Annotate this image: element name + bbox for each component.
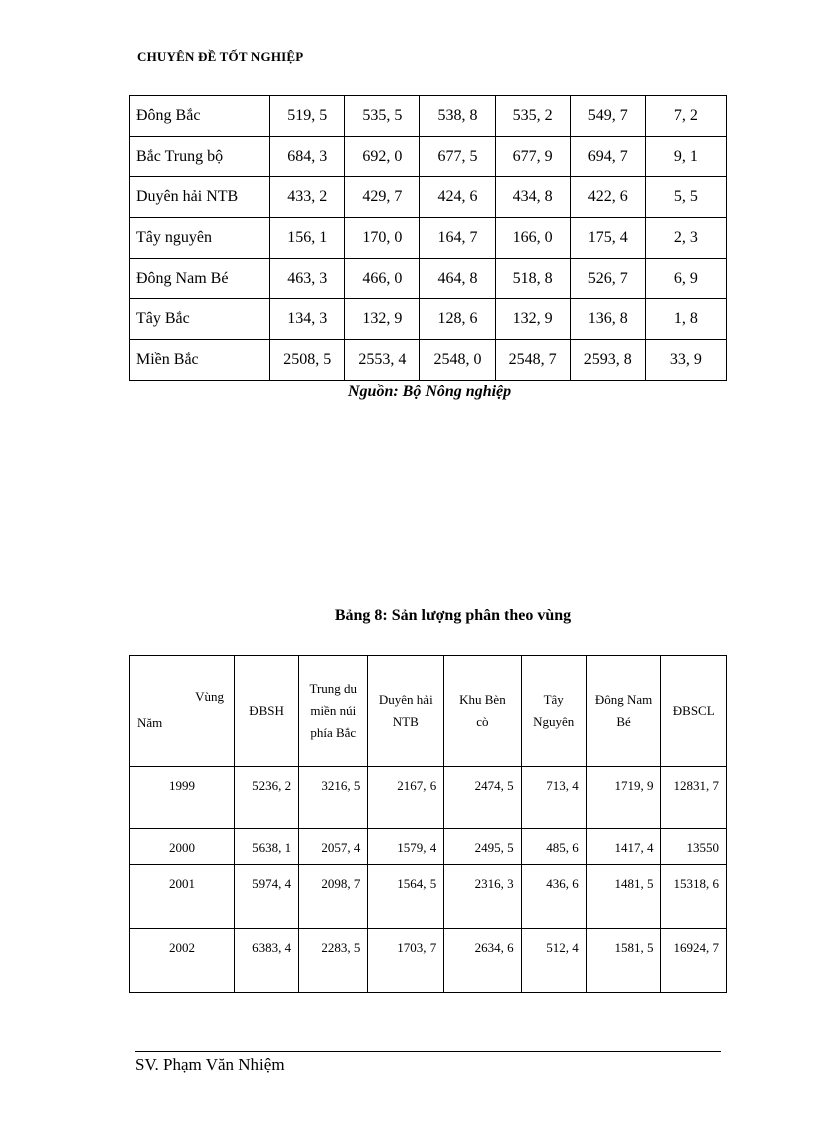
value-cell: 535, 2 bbox=[495, 96, 570, 137]
value-cell: 1, 8 bbox=[645, 299, 726, 340]
value-cell: 2057, 4 bbox=[299, 829, 368, 865]
value-cell: 424, 6 bbox=[420, 177, 495, 218]
footer-author: SV. Phạm Văn Nhiệm bbox=[135, 1055, 285, 1074]
value-cell: 526, 7 bbox=[570, 258, 645, 299]
value-cell: 2167, 6 bbox=[368, 767, 444, 829]
value-cell: 538, 8 bbox=[420, 96, 495, 137]
value-cell: 1417, 4 bbox=[586, 829, 661, 865]
header-cell: Tây Nguyên bbox=[521, 656, 586, 767]
table-row bbox=[130, 136, 727, 177]
year-cell: 2000 bbox=[130, 829, 235, 865]
corner-year-label: Năm bbox=[137, 715, 163, 730]
value-cell: 692, 0 bbox=[345, 136, 420, 177]
table-row bbox=[130, 258, 727, 299]
value-cell: 2, 3 bbox=[645, 218, 726, 259]
value-cell: 519, 5 bbox=[270, 96, 345, 137]
production-by-region-table bbox=[129, 655, 727, 993]
value-cell: 1719, 9 bbox=[586, 767, 661, 829]
corner-region-label: Vùng bbox=[195, 689, 224, 704]
value-cell: 466, 0 bbox=[345, 258, 420, 299]
value-cell: 2495, 5 bbox=[444, 829, 521, 865]
value-cell: 512, 4 bbox=[521, 929, 586, 993]
value-cell: 132, 9 bbox=[495, 299, 570, 340]
value-cell: 132, 9 bbox=[345, 299, 420, 340]
value-cell: 2508, 5 bbox=[270, 340, 345, 381]
year-cell: 2001 bbox=[130, 865, 235, 929]
document-header: CHUYÊN ĐỀ TỐT NGHIỆP bbox=[137, 49, 304, 64]
value-cell: 694, 7 bbox=[570, 136, 645, 177]
value-cell: 6383, 4 bbox=[235, 929, 299, 993]
value-cell: 164, 7 bbox=[420, 218, 495, 259]
value-cell: 549, 7 bbox=[570, 96, 645, 137]
value-cell: 9, 1 bbox=[645, 136, 726, 177]
region-cell: Tây Bắc bbox=[130, 299, 270, 340]
region-cell: Tây nguyên bbox=[130, 218, 270, 259]
header-cell: Duyên hải NTB bbox=[368, 656, 444, 767]
footer-divider bbox=[135, 1051, 721, 1052]
value-cell: 1703, 7 bbox=[368, 929, 444, 993]
table-row bbox=[130, 177, 727, 218]
table-row bbox=[130, 929, 727, 993]
table-row bbox=[130, 218, 727, 259]
value-cell: 128, 6 bbox=[420, 299, 495, 340]
value-cell: 1564, 5 bbox=[368, 865, 444, 929]
value-cell: 2553, 4 bbox=[345, 340, 420, 381]
year-cell: 2002 bbox=[130, 929, 235, 993]
value-cell: 2634, 6 bbox=[444, 929, 521, 993]
value-cell: 464, 8 bbox=[420, 258, 495, 299]
value-cell: 12831, 7 bbox=[661, 767, 727, 829]
region-cell: Duyên hải NTB bbox=[130, 177, 270, 218]
value-cell: 5638, 1 bbox=[235, 829, 299, 865]
table-row bbox=[130, 340, 727, 381]
header-cell: Đông Nam Bé bbox=[586, 656, 661, 767]
source-note: Nguồn: Bộ Nông nghiệp bbox=[348, 383, 512, 400]
value-cell: 2283, 5 bbox=[299, 929, 368, 993]
value-cell: 2098, 7 bbox=[299, 865, 368, 929]
value-cell: 713, 4 bbox=[521, 767, 586, 829]
value-cell: 7, 2 bbox=[645, 96, 726, 137]
region-cell: Bắc Trung bộ bbox=[130, 136, 270, 177]
table-row bbox=[130, 96, 727, 137]
value-cell: 5236, 2 bbox=[235, 767, 299, 829]
value-cell: 166, 0 bbox=[495, 218, 570, 259]
value-cell: 1481, 5 bbox=[586, 865, 661, 929]
value-cell: 535, 5 bbox=[345, 96, 420, 137]
table-row bbox=[130, 829, 727, 865]
value-cell: 175, 4 bbox=[570, 218, 645, 259]
value-cell: 518, 8 bbox=[495, 258, 570, 299]
value-cell: 433, 2 bbox=[270, 177, 345, 218]
value-cell: 15318, 6 bbox=[661, 865, 727, 929]
value-cell: 5974, 4 bbox=[235, 865, 299, 929]
value-cell: 170, 0 bbox=[345, 218, 420, 259]
value-cell: 2548, 0 bbox=[420, 340, 495, 381]
table-row bbox=[130, 299, 727, 340]
value-cell: 1579, 4 bbox=[368, 829, 444, 865]
value-cell: 485, 6 bbox=[521, 829, 586, 865]
corner-cell bbox=[130, 656, 235, 767]
value-cell: 2548, 7 bbox=[495, 340, 570, 381]
header-cell: Khu Bèn cò bbox=[444, 656, 521, 767]
value-cell: 436, 6 bbox=[521, 865, 586, 929]
table-row bbox=[130, 767, 727, 829]
value-cell: 6, 9 bbox=[645, 258, 726, 299]
value-cell: 684, 3 bbox=[270, 136, 345, 177]
header-cell: Trung du miền núi phía Bắc bbox=[299, 656, 368, 767]
value-cell: 463, 3 bbox=[270, 258, 345, 299]
region-cell: Đông Bắc bbox=[130, 96, 270, 137]
value-cell: 134, 3 bbox=[270, 299, 345, 340]
value-cell: 2474, 5 bbox=[444, 767, 521, 829]
value-cell: 3216, 5 bbox=[299, 767, 368, 829]
year-cell: 1999 bbox=[130, 767, 235, 829]
value-cell: 429, 7 bbox=[345, 177, 420, 218]
table-row bbox=[130, 865, 727, 929]
regional-table bbox=[129, 95, 727, 381]
value-cell: 422, 6 bbox=[570, 177, 645, 218]
value-cell: 136, 8 bbox=[570, 299, 645, 340]
value-cell: 677, 5 bbox=[420, 136, 495, 177]
header-cell: ĐBSCL bbox=[661, 656, 727, 767]
header-cell: ĐBSH bbox=[235, 656, 299, 767]
value-cell: 2593, 8 bbox=[570, 340, 645, 381]
value-cell: 16924, 7 bbox=[661, 929, 727, 993]
table-title: Bảng 8: Sản lượng phân theo vùng bbox=[334, 607, 572, 624]
table-header-row bbox=[130, 656, 727, 767]
value-cell: 2316, 3 bbox=[444, 865, 521, 929]
value-cell: 33, 9 bbox=[645, 340, 726, 381]
value-cell: 1581, 5 bbox=[586, 929, 661, 993]
region-cell: Miền Bắc bbox=[130, 340, 270, 381]
value-cell: 13550 bbox=[661, 829, 727, 865]
value-cell: 434, 8 bbox=[495, 177, 570, 218]
value-cell: 5, 5 bbox=[645, 177, 726, 218]
value-cell: 677, 9 bbox=[495, 136, 570, 177]
value-cell: 156, 1 bbox=[270, 218, 345, 259]
region-cell: Đông Nam Bé bbox=[130, 258, 270, 299]
